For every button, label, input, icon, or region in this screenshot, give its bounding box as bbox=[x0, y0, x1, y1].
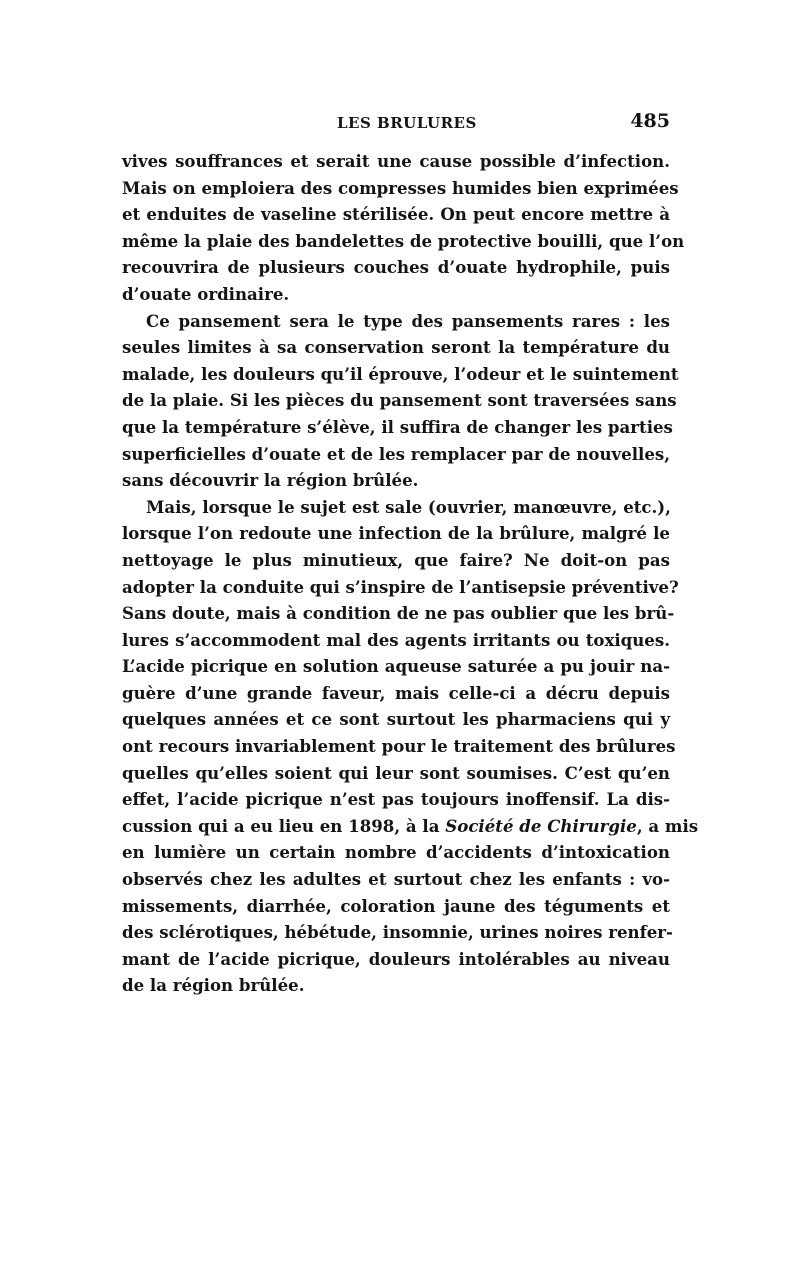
text-line: quelques années et ce sont surtout les pharmaciens qui y bbox=[122, 709, 670, 730]
text-line: de la région brûlée. bbox=[122, 975, 305, 996]
text-line: Mais, lorsque le sujet est sale (ouvrier, manœuvre, etc.), bbox=[146, 496, 671, 517]
text-line: recouvrira de plusieurs couches d’ouate hydrophile, puis bbox=[122, 257, 670, 278]
text-line: même la plaie des bandelettes de protective bouilli, que l’on bbox=[122, 230, 685, 251]
text-line: des sclérotiques, hébétude, insomnie, urines noires renfer- bbox=[122, 922, 673, 943]
page-number: 485 bbox=[630, 110, 670, 132]
running-title: LES BRULURES bbox=[337, 114, 477, 132]
text-line: vives souffrances et serait une cause possible d’infection. bbox=[122, 151, 670, 171]
text-fragment: , a mis bbox=[636, 815, 699, 836]
text-line: missements, diarrhée, coloration jaune des téguments et bbox=[122, 895, 670, 916]
text-fragment: cussion qui a eu lieu en 1898, à la bbox=[122, 815, 440, 836]
text-line: nettoyage le plus minutieux, que faire? Ne doit-on pas bbox=[122, 549, 670, 570]
text-line: Mais on emploiera des compresses humides bien exprimées bbox=[122, 177, 679, 198]
society-name-citation: Société de Chirurgie bbox=[445, 815, 637, 836]
text-line: mant de l’acide picrique, douleurs intolérables au niveau bbox=[122, 948, 670, 969]
text-line: malade, les douleurs qu’il éprouve, l’odeur et le suintement bbox=[122, 363, 679, 384]
text-line: lorsque l’on redoute une infection de la brûlure, malgré le bbox=[122, 523, 670, 544]
text-line: ont recours invariablement pour le traitement des brûlures bbox=[122, 736, 676, 757]
text-line: Ce pansement sera le type des pansements rares : les bbox=[146, 310, 670, 331]
text-line: effet, l’acide picrique n’est pas toujours inoffensif. La dis- bbox=[122, 789, 670, 810]
text-line: adopter la conduite qui s’inspire de l’antisepsie préventive? bbox=[122, 576, 679, 597]
text-line: de la plaie. Si les pièces du pansement sont traversées sans bbox=[122, 390, 677, 411]
text-line: lures s’accommodent mal des agents irritants ou toxiques. bbox=[122, 629, 670, 650]
text-line: sans découvrir la région brûlée. bbox=[122, 470, 419, 491]
text-line: superficielles d’ouate et de les remplacer par de nouvelles, bbox=[122, 443, 670, 464]
text-line-with-citation bbox=[122, 813, 699, 840]
text-line: que la température s’élève, il suffira de changer les parties bbox=[122, 416, 673, 437]
text-line: guère d’une grande faveur, mais celle-ci a décru depuis bbox=[122, 682, 670, 703]
text-line: observés chez les adultes et surtout chez les enfants : vo- bbox=[122, 869, 670, 890]
text-line: Sans doute, mais à condition de ne pas oublier que les brû- bbox=[122, 603, 675, 624]
text-line: quelles qu’elles soient qui leur sont soumises. C’est qu’en bbox=[122, 762, 670, 783]
body-text bbox=[122, 148, 699, 999]
text-line: seules limites à sa conservation seront la température du bbox=[122, 337, 670, 358]
text-line: en lumière un certain nombre d’accidents d’intoxication bbox=[122, 842, 670, 863]
running-head bbox=[122, 106, 670, 142]
text-line: et enduites de vaseline stérilisée. On peut encore mettre à bbox=[122, 204, 670, 225]
text-line: d’ouate ordinaire. bbox=[122, 283, 290, 304]
text-line: L’acide picrique en solution aqueuse saturée a pu jouir na- bbox=[122, 656, 670, 677]
